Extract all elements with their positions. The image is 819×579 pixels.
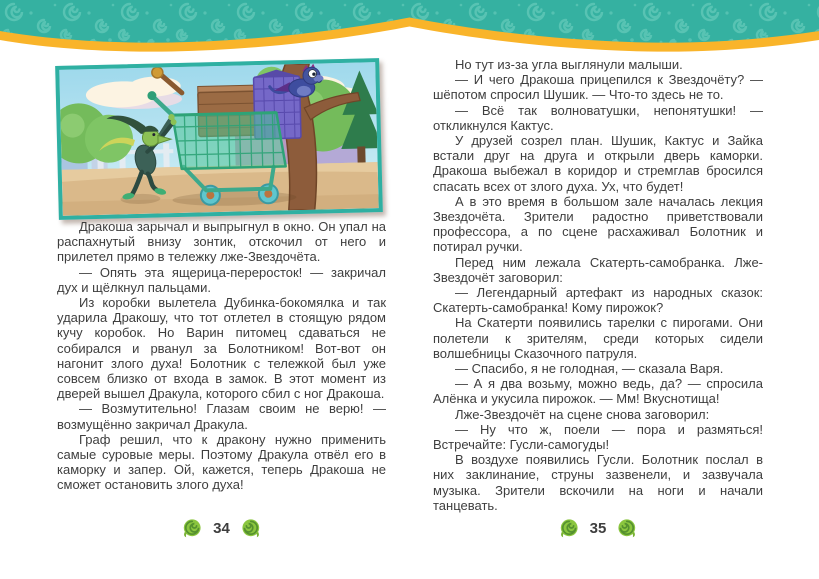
chameleon-swirl-icon bbox=[241, 518, 261, 538]
story-paragraph: — Ну что ж, поели — пора и размяться! Встречайте: Гусли-самогуды! bbox=[433, 421, 763, 453]
story-paragraph: — Всё так волноватушки, непонятушки! — откликнулся Кактус. bbox=[433, 102, 763, 133]
story-paragraph: Лже-Звездочёт на сцене снова заговорил: bbox=[455, 406, 710, 422]
story-illustration bbox=[55, 58, 383, 220]
story-paragraph: Перед ним лежала Скатерть-самобранка. Лже-Звездочёт заговорил: bbox=[433, 254, 763, 285]
chameleon-swirl-icon bbox=[182, 518, 202, 538]
story-paragraph: — Возмутительно! Глазам своим не верю! — возмущённо закричал Дракула. bbox=[57, 401, 386, 432]
story-paragraph: Дракоша зарычал и выпрыгнул в окно. Он упал на распахнутый внизу зонтик, отскочил от него и прилетел прямо в тележку лже-Звездочёта. bbox=[57, 219, 386, 265]
page-number: 34 bbox=[213, 519, 230, 537]
story-paragraph: На Скатерти появились тарелки с пирогами. Они полетели к зрителям, среди которых сидели волшебницы Сказочного патруля. bbox=[433, 315, 763, 361]
page-number: 35 bbox=[589, 519, 607, 537]
story-paragraph: А в это время в большом зале началась лекция Звездочёта. Зрители радостно приветствовали профессора, а по сцене расхаживал Болотник и потирал ручки. bbox=[433, 193, 763, 255]
chameleon-swirl-icon bbox=[559, 518, 579, 538]
right-page-text bbox=[433, 57, 763, 513]
story-paragraph: — Спасибо, я не голодная, — сказала Варя. bbox=[455, 361, 724, 377]
story-paragraph: — Легендарный артефакт из народных сказок: Скатерть-самобранка! Кому пирожок? bbox=[433, 285, 763, 316]
story-paragraph: У друзей созрел план. Шушик, Кактус и Зайка встали друг на друга и открыли дверь каморки. Дракоша выбежал в коридор и стремглав бросился спасать всех от злого духа. Ух, что будет! bbox=[433, 133, 763, 194]
story-paragraph: — А я два возьму, можно ведь, да? — спросила Алёнка и укусила пирожок. — Мм! Вкуснотища! bbox=[433, 376, 763, 407]
story-paragraph: В воздухе появились Гусли. Болотник послал в них заклинание, струны зазвенели, и зазвучала музыка. Зрители вскочили на ноги и начали танцевать. bbox=[433, 452, 763, 513]
left-page-footer bbox=[57, 518, 386, 538]
left-page-text bbox=[57, 219, 386, 493]
story-paragraph: — И чего Дракоша прицепился к Звездочёту? — шёпотом спросил Шушик. — Что-то здесь не то. bbox=[433, 72, 763, 103]
story-paragraph: Граф решил, что к дракону нужно применить самые суровые меры. Поэтому Дракула отвёл его в каморку и запер. Ой, кажется, теперь Дракоша не сможет остановить злого духа! bbox=[57, 431, 386, 493]
decorative-header-band bbox=[0, 0, 819, 56]
chameleon-swirl-icon bbox=[617, 518, 637, 538]
story-paragraph: Но тут из-за угла выглянули малыши. bbox=[455, 57, 683, 72]
story-paragraph: Из коробки вылетела Дубинка-бокомялка и так ударила Дракошу, что тот отлетел в стоящую рядом кучу коробок. Но Варин питомец сдаваться не собирался и рванул за Болотником! Вот-вот он нагонит злого духа! Болотник с тележкой был уже совсем близко от входа в замок. В этот момент из дверей вышел Дракула, которого сбил с ног Дракоша. bbox=[57, 295, 386, 402]
right-page-footer bbox=[433, 518, 763, 538]
story-paragraph: — Опять эта ящерица-переросток! — закричал дух и щёлкнул пальцами. bbox=[57, 264, 386, 295]
